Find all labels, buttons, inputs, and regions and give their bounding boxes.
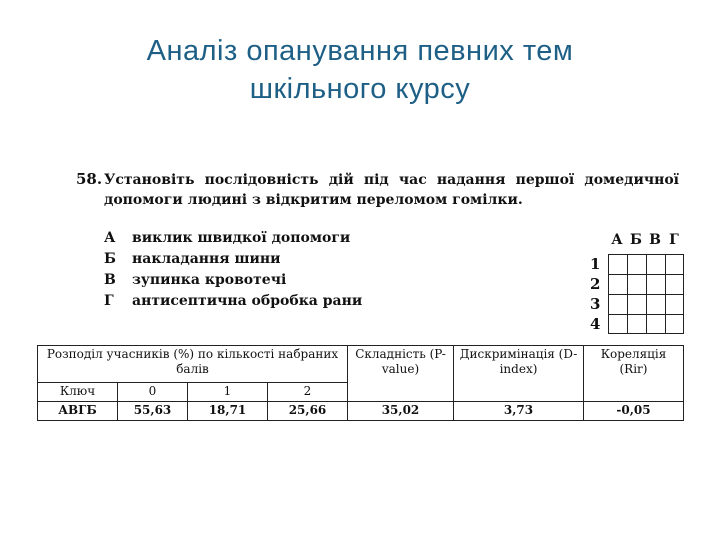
grid-column-label: В bbox=[649, 232, 661, 248]
statistics-table bbox=[37, 345, 684, 421]
grid-row-label: 2 bbox=[590, 275, 601, 293]
distribution-header: Розподіл учасників (%) по кількості набраних балів bbox=[38, 346, 348, 383]
slide-title-line-1: Аналіз опанування певних тем bbox=[146, 35, 574, 67]
option-text: накладання шини bbox=[132, 251, 281, 267]
option-text: антисептична обробка рани bbox=[132, 293, 363, 309]
option-text: виклик швидкої допомоги bbox=[132, 230, 351, 246]
answer-grid-cells bbox=[608, 254, 684, 334]
difficulty-header: Складність (P-value) bbox=[348, 346, 454, 402]
discrimination-value: 3,73 bbox=[454, 402, 584, 421]
answer-grid-header bbox=[608, 232, 688, 250]
grid-row-label: 1 bbox=[590, 255, 601, 273]
score-label-1: 1 bbox=[188, 383, 268, 402]
grid-line bbox=[609, 314, 683, 315]
discrimination-header: Дискримінація (D-index) bbox=[454, 346, 584, 402]
grid-column-label: Г bbox=[669, 232, 679, 248]
grid-row-label: 3 bbox=[590, 295, 601, 313]
option-letter: Б bbox=[104, 251, 116, 267]
option-letter: А bbox=[104, 230, 116, 246]
grid-column-label: А bbox=[611, 232, 623, 248]
grid-line bbox=[609, 274, 683, 275]
difficulty-value: 35,02 bbox=[348, 402, 454, 421]
question-text: Установіть послідовність дій під час надання першої домедичної допомоги людині з відкритим переломом гомілки. bbox=[104, 172, 679, 208]
question-number: 58. bbox=[76, 170, 103, 188]
score-label-0: 0 bbox=[118, 383, 188, 402]
score-value-0: 55,63 bbox=[118, 402, 188, 421]
correlation-header: Кореляція (Rir) bbox=[584, 346, 684, 402]
option-letter: Г bbox=[104, 293, 114, 309]
table-row bbox=[38, 402, 684, 421]
slide-title-line-2: шкільного курсу bbox=[249, 73, 471, 105]
table-header-row bbox=[38, 346, 684, 383]
score-label-2: 2 bbox=[268, 383, 348, 402]
option-text: зупинка кровотечі bbox=[132, 272, 287, 288]
grid-row-label: 4 bbox=[590, 315, 601, 333]
key-value: АВГБ bbox=[38, 402, 118, 421]
grid-column-label: Б bbox=[630, 232, 642, 248]
score-value-1: 18,71 bbox=[188, 402, 268, 421]
key-label: Ключ bbox=[38, 383, 118, 402]
score-value-2: 25,66 bbox=[268, 402, 348, 421]
slide-title bbox=[0, 32, 720, 108]
grid-line bbox=[609, 294, 683, 295]
option-letter: В bbox=[104, 272, 116, 288]
correlation-value: -0,05 bbox=[584, 402, 684, 421]
